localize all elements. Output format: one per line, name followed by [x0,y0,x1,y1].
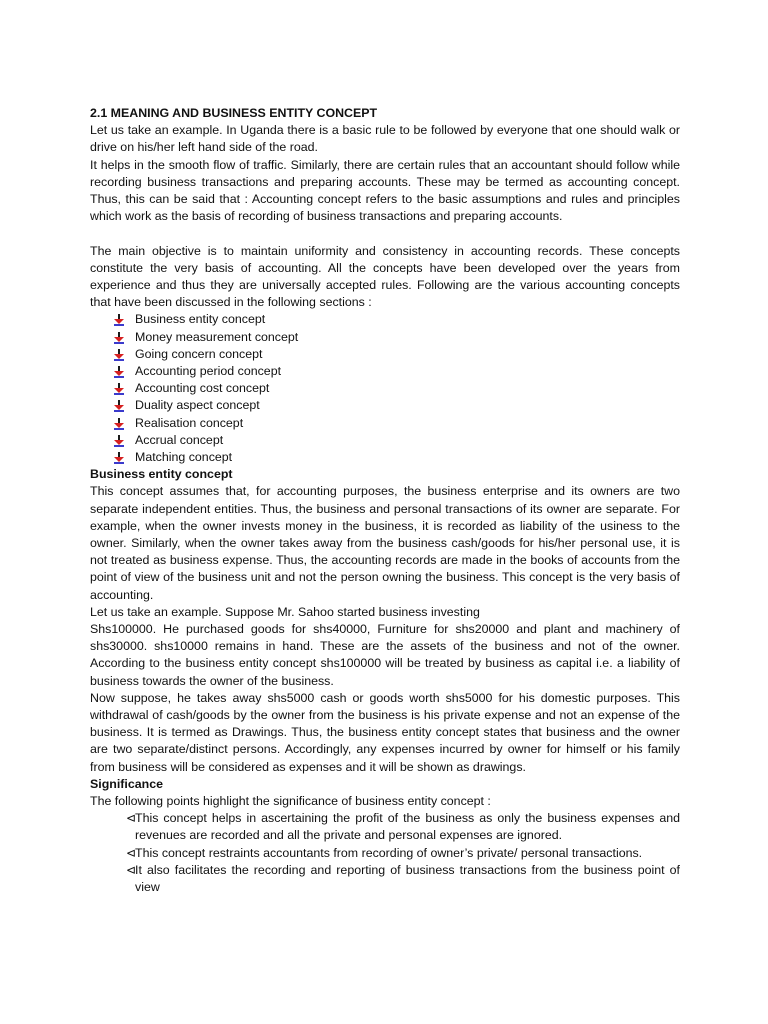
left-arrow-bullet-icon: ⊲ [126,845,137,860]
concept-label: Business entity concept [135,312,266,327]
concept-label: Accrual concept [135,432,224,447]
business-entity-paragraph-2: Let us take an example. Suppose Mr. Sahoo started business investing [90,604,480,619]
business-entity-paragraph-4: Now suppose, he takes away shs5000 cash or goods worth shs5000 for his domestic purposes. This withdrawal of cash/goods by the owner from the business is his private expense and not an expense of the business. It is termed as Drawings. Thus, the business entity concept states that business and the owner are two separate/distinct persons. Accordingly, any expenses incurred by owner for himself or his family from business will be considered as expenses and it will be shown as drawings. [90,690,680,774]
concept-label: Accounting period concept [135,363,282,378]
business-entity-paragraph-1: This concept assumes that, for accounting purposes, the business enterprise and its owners are two separate independent entities. Thus, the business and personal transactions of its owner are separate. For example, when the owner invests money in the business, it is recorded as liability of the usiness to the owner. Similarly, when the owner takes away from the business cash/goods for his/her personal use, it is not treated as business expense. Thus, the accounting records are made in the books of accounts from the point of view of the business unit and not the person owning the business. This concept is the very basis of accounting. [90,484,680,602]
down-arrow-bullet-icon [113,349,125,361]
concept-label: Realisation concept [135,415,244,430]
concept-list-item [90,380,680,397]
down-arrow-bullet-icon [113,435,125,447]
significance-point-text: This concept helps in ascertaining the profit of the business as only the business expenses and revenues are recorded and all the private and personal expenses are ignored. [135,811,680,843]
concept-list [90,311,680,466]
business-entity-heading: Business entity concept [90,467,233,482]
significance-list [90,810,680,896]
concept-list-item [90,432,680,449]
business-entity-paragraph-3: Shs100000. He purchased goods for shs40000, Furniture for shs20000 and plant and machinery of shs30000. shs10000 remains in hand. These are the assets of the business and not of the owner. According to the business entity concept shs100000 will be treated by business as capital i.e. a liability of business towards the owner of the business. [90,621,680,688]
down-arrow-bullet-icon [113,366,125,378]
significance-heading: Significance [90,776,163,791]
significance-point-text: It also facilitates the recording and reporting of business transactions from the business point of view [135,862,680,894]
significance-point-text: This concept restraints accountants from recording of owner’s private/ personal transactions. [135,845,643,860]
concept-list-item [90,363,680,380]
concept-list-item [90,415,680,432]
concept-list-item [90,397,680,414]
concept-label: Money measurement concept [135,329,299,344]
left-arrow-bullet-icon: ⊲ [126,811,137,826]
significance-point [90,862,680,896]
significance-intro: The following points highlight the significance of business entity concept : [90,793,491,808]
document-body [90,105,680,896]
section-title: 2.1 MEANING AND BUSINESS ENTITY CONCEPT [90,106,378,120]
down-arrow-bullet-icon [113,418,125,430]
down-arrow-bullet-icon [113,332,125,344]
concept-list-item [90,346,680,363]
left-arrow-bullet-icon: ⊲ [126,862,137,877]
concept-label: Duality aspect concept [135,398,260,413]
concept-label: Accounting cost concept [135,381,270,396]
down-arrow-bullet-icon [113,452,125,464]
intro-paragraph-2: It helps in the smooth flow of traffic. Similarly, there are certain rules that an accountant should follow while recording business transactions and preparing accounts. These may be termed as accounting concept. Thus, this can be said that : Accounting concept refers to the basic assumptions and rules and principles which work as the basis of recording of business transactions and preparing accounts. [90,157,680,224]
paragraph-spacer [90,225,680,242]
down-arrow-bullet-icon [113,400,125,412]
down-arrow-bullet-icon [113,383,125,395]
intro-paragraph-1: Let us take an example. In Uganda there is a basic rule to be followed by everyone that one should walk or drive on his/her left hand side of the road. [90,123,680,155]
down-arrow-bullet-icon [113,314,125,326]
concept-list-item [90,329,680,346]
concept-label: Matching concept [135,449,233,464]
concept-list-item [90,311,680,328]
concept-list-item [90,449,680,466]
significance-point [90,810,680,844]
intro-paragraph-3: The main objective is to maintain uniformity and consistency in accounting records. These concepts constitute the very basis of accounting. All the concepts have been developed over the years from experience and thus they are universally accepted rules. Following are the various accounting concepts that have been discussed in the following sections : [90,243,680,310]
significance-point [90,845,680,862]
concept-label: Going concern concept [135,346,263,361]
